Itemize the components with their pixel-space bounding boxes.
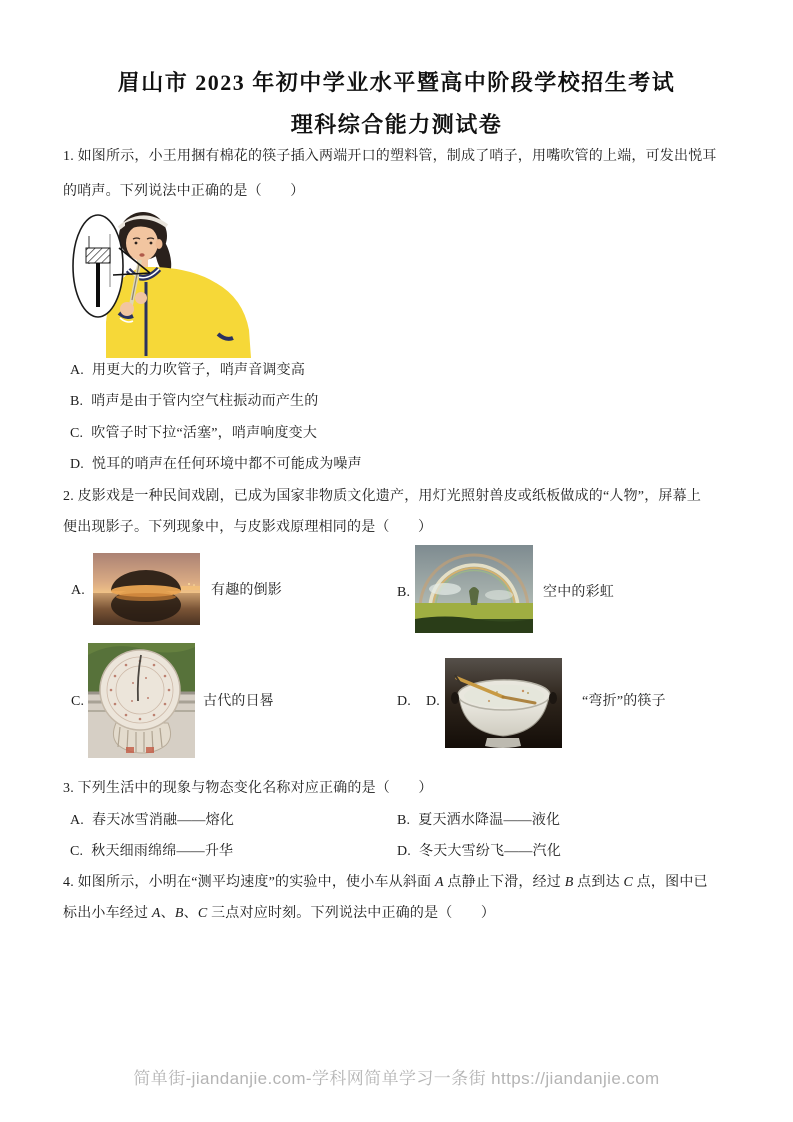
q2-option-d-label-duplicate: D. <box>426 694 441 709</box>
q1-option-d <box>70 455 362 475</box>
q3-option-a-text: 春天冰雪消融——熔化 <box>92 813 235 828</box>
water-reflection-photo <box>93 553 200 625</box>
q3-option-a <box>70 811 234 831</box>
q1-option-c <box>70 424 317 444</box>
q3-option-a-label: A. <box>70 813 85 828</box>
q2-option-c-label: C. <box>71 694 85 709</box>
q1-stem-line1: 1. 如图所示，小王用捆有棉花的筷子插入两端开口的塑料管，制成了哨子，用嘴吹管的上端，可发出悦耳 <box>63 149 717 164</box>
q2-option-a-caption: 有趣的倒影 <box>211 583 282 598</box>
girl-illustration <box>106 212 251 358</box>
rainbow-photo <box>415 545 533 633</box>
q2-option-c-caption: 古代的日晷 <box>203 694 274 709</box>
q3-option-d-label: D. <box>397 844 412 859</box>
q3-option-b-label: B. <box>397 813 411 828</box>
q1-option-a-text: 用更大的力吹管子，哨声音调变高 <box>92 363 306 378</box>
footer-watermark: 简单街-jiandanjie.com-学科网简单学习一条街 https://jiandanjie.com <box>133 1069 660 1088</box>
q2-option-a-label: A. <box>71 583 86 598</box>
exam-title: 眉山市 2023 年初中学业水平暨高中阶段学校招生考试 <box>117 70 676 95</box>
girl-whistle-figure <box>62 210 312 360</box>
q1-option-b-text: 哨声是由于管内空气柱振动而产生的 <box>91 394 319 409</box>
q1-option-c-label: C. <box>70 426 84 441</box>
q2-stem-line1: 2. 皮影戏是一种民间戏剧，已成为国家非物质文化遗产，用灯光照射兽皮或纸板做成的“人物”，屏幕上 <box>63 489 702 504</box>
q3-option-c-text: 秋天细雨绵绵——升华 <box>91 844 234 859</box>
q1-option-d-label: D. <box>70 457 85 472</box>
q1-option-b <box>70 392 318 412</box>
q3-option-d-text: 冬天大雪纷飞——汽化 <box>419 844 562 859</box>
sundial-photo <box>88 643 195 758</box>
q2-option-d-caption: “弯折”的筷子 <box>582 694 666 709</box>
q3-option-c <box>70 842 233 862</box>
q3-option-c-label: C. <box>70 844 84 859</box>
q4-stem-line1: 4. 如图所示，小明在“测平均速度”的实验中，使小车从斜面 A 点静止下滑，经过 B 点到达 C 点，图中已 <box>63 875 708 890</box>
q1-stem-line2: 的哨声。下列说法中正确的是（ ） <box>63 184 305 199</box>
exam-subtitle: 理科综合能力测试卷 <box>290 112 503 137</box>
q2-option-b-caption: 空中的彩虹 <box>543 585 614 600</box>
bent-chopstick-photo <box>445 658 562 748</box>
q2-stem-line2: 便出现影子。下列现象中，与皮影戏原理相同的是（ ） <box>63 520 433 535</box>
q2-option-d-label: D. <box>397 694 412 709</box>
q3-option-d <box>397 842 561 862</box>
q1-option-a-label: A. <box>70 363 85 378</box>
q2-option-b-label: B. <box>397 585 411 600</box>
q3-option-b-text: 夏天洒水降温——液化 <box>418 813 561 828</box>
q1-option-d-text: 悦耳的哨声在任何环境中都不可能成为噪声 <box>92 457 362 472</box>
q3-option-b <box>397 811 560 831</box>
q3-stem: 3. 下列生活中的现象与物态变化名称对应正确的是（ ） <box>63 781 433 796</box>
q1-option-a <box>70 361 305 381</box>
q1-option-b-label: B. <box>70 394 84 409</box>
q1-option-c-text: 吹管子时下拉“活塞”，哨声响度变大 <box>91 426 318 441</box>
q4-stem-line2: 标出小车经过 A、B、C 三点对应时刻。下列说法中正确的是（ ） <box>63 906 496 921</box>
